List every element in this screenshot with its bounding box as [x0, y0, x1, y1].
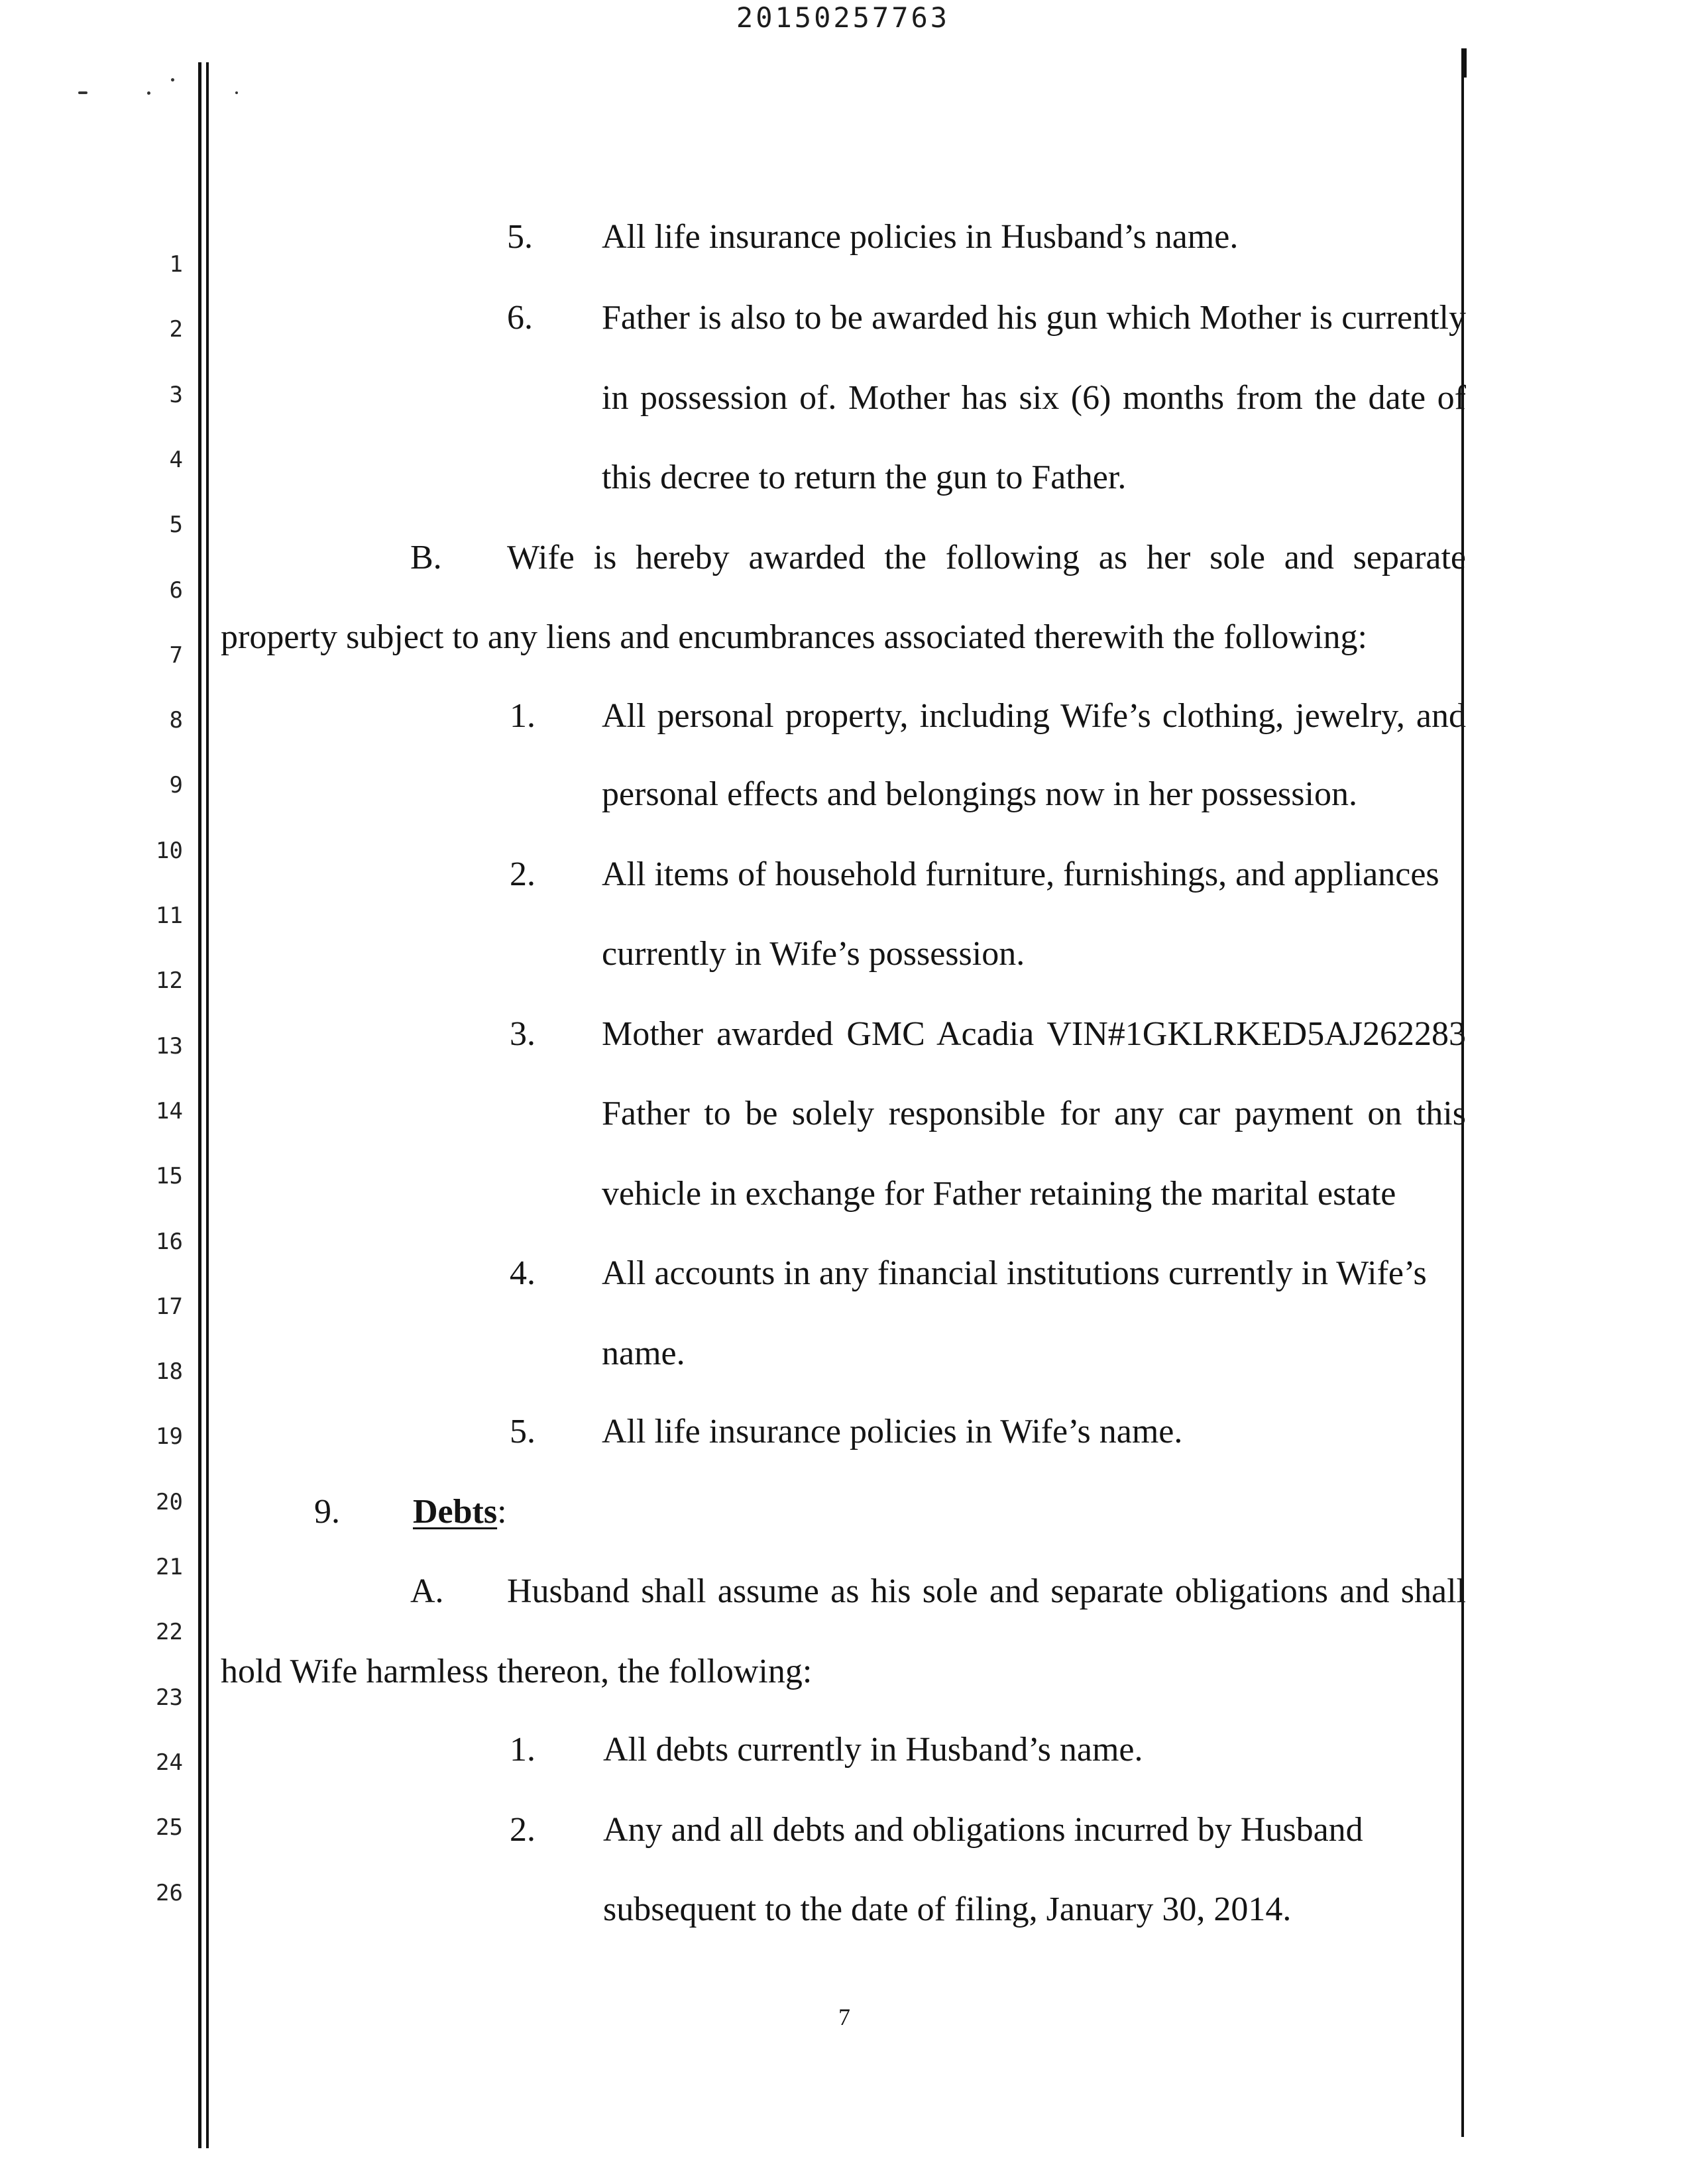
line-number: 22	[156, 1619, 183, 1645]
item-text: All life insurance policies in Wife’s name.	[602, 1413, 1183, 1450]
item-number: 5.	[507, 218, 533, 256]
line-number: 15	[156, 1163, 183, 1189]
line-number: 24	[156, 1749, 183, 1776]
husband-property-item-6-cont	[0, 378, 1524, 418]
line-number: 11	[156, 902, 183, 929]
section-heading-suffix: :	[497, 1493, 507, 1531]
wife-property-item-1-cont	[0, 775, 1524, 814]
line-number: 3	[169, 382, 183, 408]
item-text: Father to be solely responsible for any car payment on this	[602, 1095, 1466, 1132]
wife-property-item-3-cont	[0, 1094, 1524, 1134]
item-number: 2.	[510, 1811, 535, 1849]
line-number: 1	[169, 251, 183, 278]
item-text: All accounts in any financial institutions currently in Wife’s	[602, 1254, 1427, 1292]
item-number: 1.	[510, 697, 535, 735]
paragraph-text: property subject to any liens and encumbrances associated therewith the following:	[221, 618, 1367, 656]
line-number: 9	[169, 772, 183, 798]
wife-award-paragraph	[0, 538, 1524, 578]
item-text: subsequent to the date of filing, January 30, 2014.	[603, 1890, 1292, 1928]
item-text: All debts currently in Husband’s name.	[603, 1731, 1143, 1769]
husband-property-item-6-cont	[0, 458, 1524, 498]
item-text: in possession of. Mother has six (6) months from the date of	[602, 379, 1466, 417]
scan-speck	[235, 91, 238, 94]
wife-property-item-4	[0, 1254, 1524, 1293]
line-number: 14	[156, 1098, 183, 1124]
paragraph-text: Wife is hereby awarded the following as her sole and separate	[507, 539, 1466, 576]
scan-speck	[171, 78, 174, 82]
section-heading	[413, 1492, 507, 1532]
item-text: name.	[602, 1335, 685, 1372]
item-text: currently in Wife’s possession.	[602, 935, 1025, 973]
line-number: 12	[156, 967, 183, 994]
item-number: 3.	[510, 1015, 535, 1053]
line-number: 7	[169, 642, 183, 669]
paragraph-text: Husband shall assume as his sole and separate obligations and shall	[507, 1572, 1466, 1610]
wife-award-paragraph-cont	[0, 618, 1524, 657]
item-text: All personal property, including Wife’s clothing, jewelry, and	[602, 697, 1466, 735]
item-number: 2.	[510, 855, 535, 893]
section-9-heading	[0, 1492, 1524, 1532]
line-number: 6	[169, 577, 183, 604]
line-number: 17	[156, 1293, 183, 1320]
wife-property-item-3	[0, 1014, 1524, 1054]
line-number: 5	[169, 512, 183, 538]
item-number: 6.	[507, 299, 533, 337]
item-text: Father is also to be awarded his gun which Mother is currently	[602, 299, 1466, 337]
wife-property-item-2	[0, 855, 1524, 895]
item-text: Mother awarded GMC Acadia VIN#1GKLRKED5AJ262283	[602, 1015, 1466, 1053]
paragraph-letter: A.	[410, 1572, 444, 1610]
line-number: 10	[156, 838, 183, 864]
line-number: 25	[156, 1814, 183, 1841]
item-number: 5.	[510, 1413, 535, 1450]
husband-property-item-6	[0, 298, 1524, 338]
page-number: 7	[838, 2004, 850, 2030]
wife-property-item-3-cont	[0, 1174, 1524, 1214]
line-number: 4	[169, 447, 183, 473]
item-number: 4.	[510, 1254, 535, 1292]
scan-speck	[147, 91, 150, 95]
item-text: Any and all debts and obligations incurred by Husband	[603, 1811, 1363, 1849]
line-number: 26	[156, 1880, 183, 1906]
line-number: 8	[169, 707, 183, 734]
line-number: 19	[156, 1423, 183, 1450]
line-number: 23	[156, 1684, 183, 1711]
line-number: 13	[156, 1033, 183, 1060]
item-text: personal effects and belongings now in her possession.	[602, 775, 1357, 813]
husband-debt-item-2	[0, 1810, 1524, 1850]
item-text: All life insurance policies in Husband’s name.	[602, 218, 1239, 256]
item-text: this decree to return the gun to Father.	[602, 459, 1127, 496]
line-number: 2	[169, 316, 183, 343]
wife-property-item-1	[0, 696, 1524, 736]
line-number: 16	[156, 1228, 183, 1255]
scan-speck	[78, 91, 87, 94]
paragraph-letter: B.	[410, 539, 442, 576]
line-number: 20	[156, 1489, 183, 1515]
section-number: 9.	[314, 1493, 340, 1531]
scan-mark	[1463, 48, 1467, 78]
item-text: All items of household furniture, furnishings, and appliances	[602, 855, 1439, 893]
item-number: 1.	[510, 1731, 535, 1769]
husband-debts-paragraph-cont	[0, 1652, 1524, 1692]
wife-property-item-5	[0, 1412, 1524, 1452]
document-number: 20150257763	[736, 1, 950, 34]
section-heading-title: Debts	[413, 1493, 498, 1531]
husband-debts-paragraph	[0, 1572, 1524, 1611]
husband-debt-item-2-cont	[0, 1890, 1524, 1930]
paragraph-text: hold Wife harmless thereon, the following:	[221, 1653, 813, 1690]
wife-property-item-4-cont	[0, 1334, 1524, 1374]
husband-property-item-5	[0, 217, 1524, 257]
line-number: 21	[156, 1554, 183, 1580]
item-text: vehicle in exchange for Father retaining the marital estate	[602, 1175, 1396, 1213]
husband-debt-item-1	[0, 1730, 1524, 1770]
wife-property-item-2-cont	[0, 934, 1524, 974]
line-number: 18	[156, 1358, 183, 1385]
